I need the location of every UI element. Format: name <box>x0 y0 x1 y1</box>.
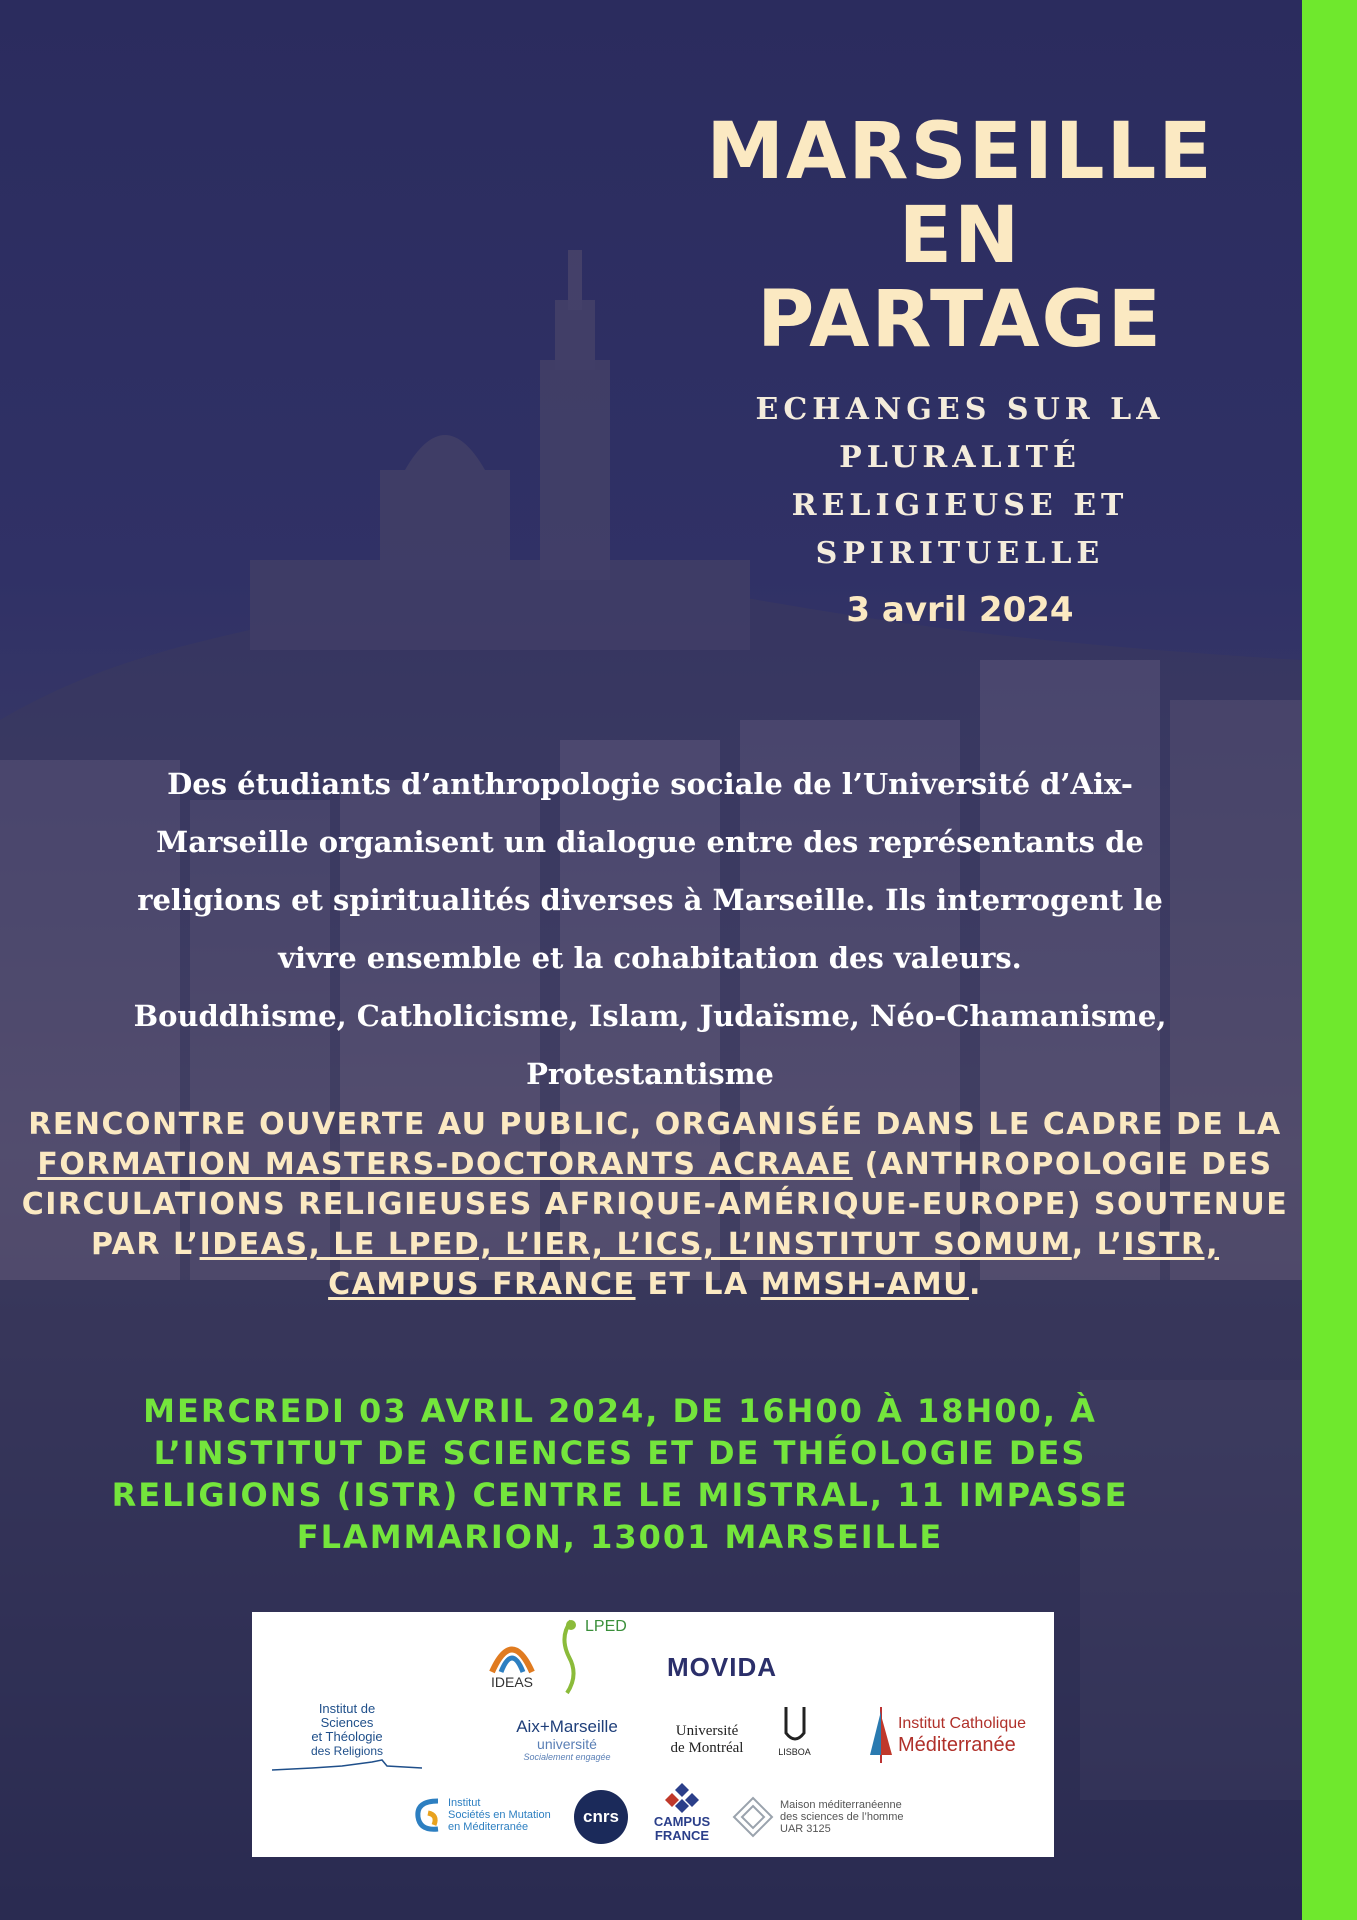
montreal-logo <box>647 1717 767 1762</box>
event-line: L’INSTITUT DE SCIENCES ET DE THÉOLOGIE DES <box>153 1434 1087 1472</box>
amu-line-1: Aix+Marseille <box>516 1716 618 1736</box>
event-subtitle: ECHANGES SUR LA PLURALITÉ RELIGIEUSE ET SPIRITUELLE <box>755 392 1165 571</box>
partner-logos-panel <box>252 1612 1054 1857</box>
campus-france-line-1: CAMPUS <box>653 1814 711 1829</box>
event-title <box>640 107 1280 365</box>
amu-line-3: Socialement engagée <box>523 1751 611 1762</box>
movida-label: MOVIDA <box>667 1651 777 1682</box>
istr-line-4: des Religions <box>310 1744 384 1758</box>
lped-logo <box>557 1616 647 1696</box>
announcement-text: (ANTHROPOLOGIE DES CIRCULATIONS RELIGIEUSES AFRIQUE-AMÉRIQUE-EUROPE) SOUTENUE PAR L’ <box>21 1147 1289 1262</box>
icm-line-1: Institut Catholique <box>897 1715 1027 1732</box>
cnrs-logo <box>574 1790 628 1844</box>
description <box>30 755 1270 1103</box>
icm-logo <box>852 1700 1042 1770</box>
montreal-line-2: de Montréal <box>670 1739 744 1756</box>
amu-line-2: université <box>537 1735 597 1752</box>
somum-logo <box>412 1787 562 1842</box>
announcement-text: . <box>968 1267 982 1302</box>
event-date: 3 avril 2024 <box>846 590 1074 630</box>
title-line-1: MARSEILLE EN <box>706 107 1214 281</box>
announcement-text: RENCONTRE OUVERTE AU PUBLIC, ORGANISÉE DANS LE CADRE DE LA <box>28 1107 1282 1142</box>
green-side-bar <box>1302 0 1357 1920</box>
mmsh-diamond-icon <box>732 1796 774 1838</box>
cnrs-label: cnrs <box>583 1807 619 1826</box>
istr-skyline-icon <box>272 1758 422 1772</box>
ideas-logo <box>482 1622 542 1700</box>
istr-logo <box>267 1692 427 1782</box>
lisboa-u-icon <box>783 1707 807 1747</box>
announcement-text: , L’ <box>1071 1227 1124 1262</box>
description-line: Des étudiants d’anthropologie sociale de l’Université d’Aix- <box>167 767 1133 801</box>
title-line-2: PARTAGE <box>757 275 1163 365</box>
icm-sail-icon <box>868 1705 894 1765</box>
movida-logo <box>652 1647 792 1687</box>
ideas-label: IDEAS <box>490 1674 533 1690</box>
event-line: FLAMMARION, 13001 MARSEILLE <box>296 1518 944 1556</box>
ideas-emblem-icon <box>487 1632 537 1674</box>
religions-list: Protestantisme <box>526 1057 774 1091</box>
description-line: Marseille organisent un dialogue entre des représentants de <box>156 825 1144 859</box>
religions-list: Bouddhisme, Catholicisme, Islam, Judaïsme, Néo-Chamanisme, <box>133 999 1167 1033</box>
somum-line-3: en Méditerranée <box>448 1820 529 1833</box>
lped-label: LPED <box>585 1618 627 1635</box>
somum-line-2: Sociétés en Mutation <box>448 1808 551 1821</box>
title-block <box>640 107 1280 630</box>
event-line: MERCREDI 03 AVRIL 2024, DE 16H00 À 18H00, À <box>143 1392 1097 1430</box>
description-line: vivre ensemble et la cohabitation des valeurs. <box>278 941 1022 975</box>
somum-swirl-icon <box>412 1795 442 1835</box>
partners-link[interactable]: IDEAS, LE LPED, L’IER, L’ICS, L’INSTITUT SOMUM <box>199 1227 1072 1262</box>
event-details <box>80 1390 1160 1558</box>
lisboa-label: LISBOA <box>778 1747 811 1757</box>
campus-france-line-2: FRANCE <box>654 1828 710 1843</box>
mmsh-line-1: Maison méditerranéenne <box>780 1799 902 1811</box>
lped-leaf-icon <box>557 1617 585 1695</box>
montreal-line-1: Université <box>675 1722 739 1739</box>
mmsh-line-2: des sciences de l’homme <box>780 1811 904 1823</box>
description-line: religions et spiritualités diverses à Marseille. Ils interrogent le <box>137 883 1163 917</box>
campus-france-diamonds-icon <box>652 1781 712 1815</box>
mmsh-logo <box>732 1792 932 1842</box>
amu-logo <box>492 1712 642 1767</box>
istr-campus-link[interactable]: ISTR, CAMPUS FRANCE <box>328 1227 1220 1302</box>
campus-france-logo <box>637 1772 727 1852</box>
mmsh-line-3: UAR 3125 <box>780 1823 831 1835</box>
mmsh-link[interactable]: MMSH-AMU <box>760 1267 969 1302</box>
istr-line-1: Institut de <box>318 1701 376 1716</box>
announcement <box>20 1105 1290 1305</box>
icm-line-2: Méditerranée <box>897 1734 1016 1756</box>
istr-line-3: et Théologie <box>311 1729 383 1744</box>
lisboa-logo <box>772 1687 817 1777</box>
somum-line-1: Institut <box>448 1796 481 1809</box>
formation-link[interactable]: FORMATION MASTERS-DOCTORANTS ACRAAE <box>37 1147 853 1182</box>
announcement-text: ET LA <box>635 1267 761 1302</box>
event-line: RELIGIONS (ISTR) CENTRE LE MISTRAL, 11 IMPASSE <box>111 1476 1129 1514</box>
istr-line-2: Sciences <box>320 1715 374 1730</box>
